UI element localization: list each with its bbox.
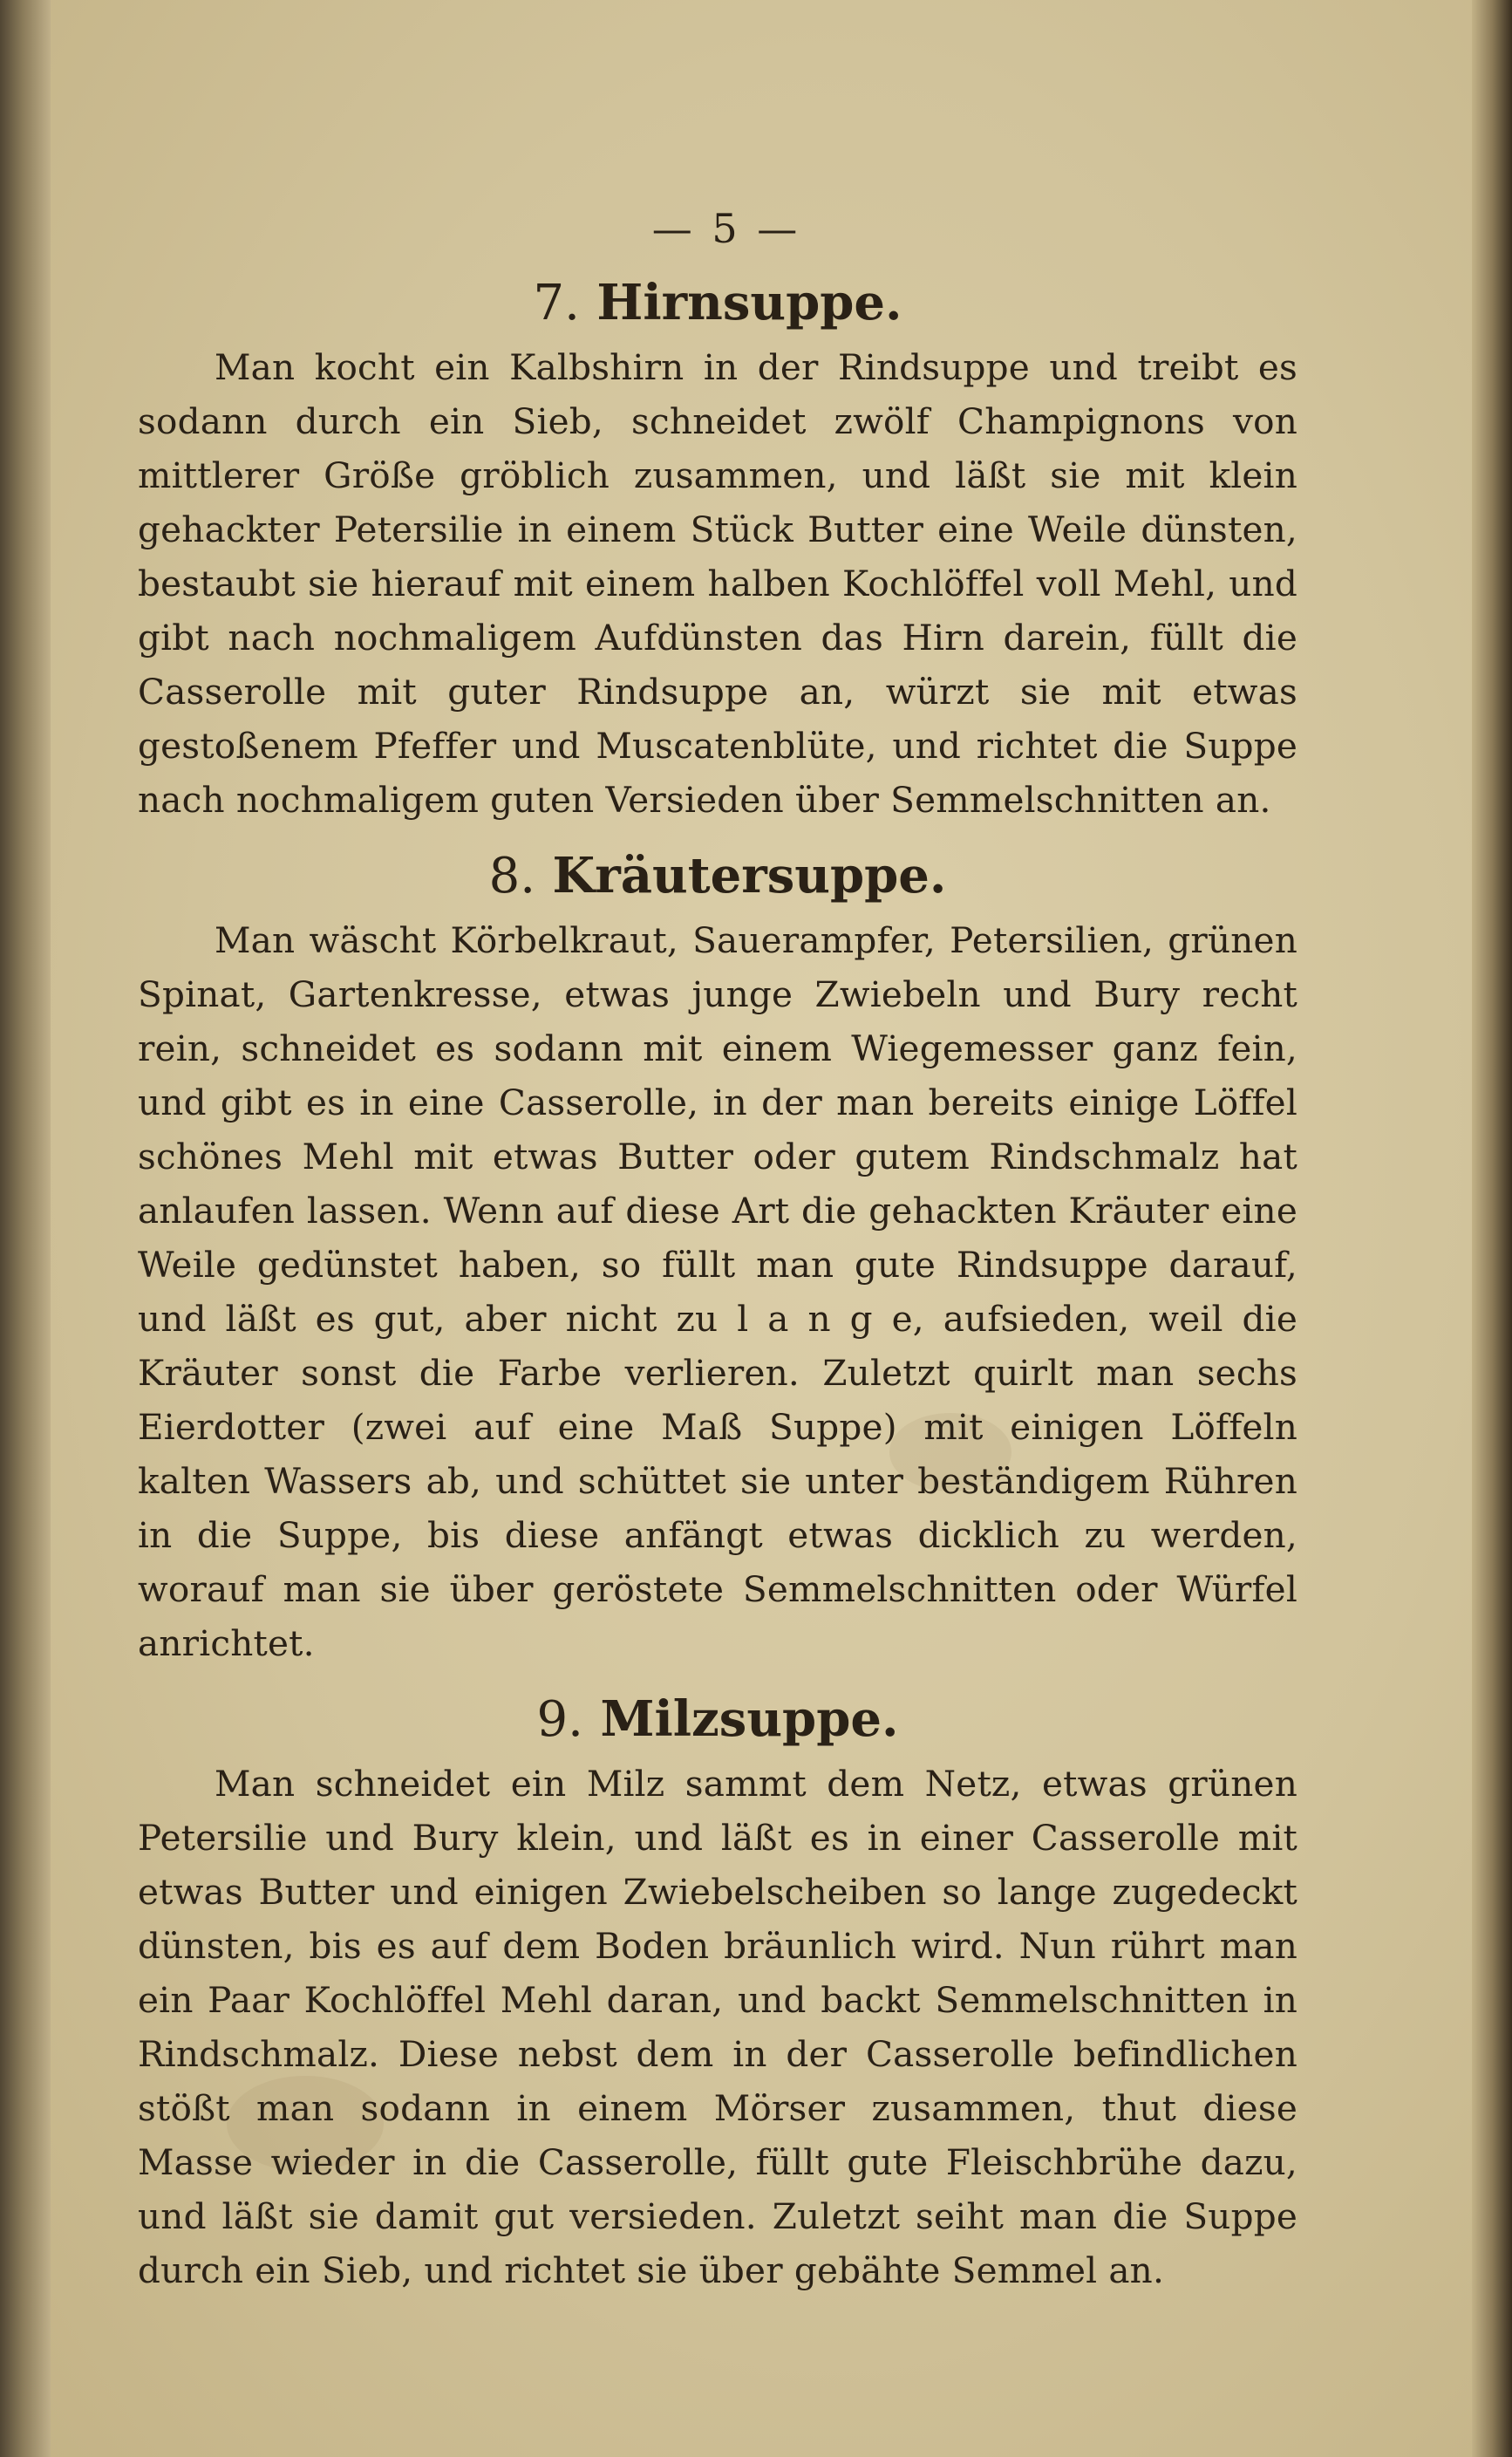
recipe-kraeutersuppe [138, 841, 1297, 1670]
recipe-name: Milzsuppe. [600, 1690, 899, 1748]
page-edge [1472, 0, 1512, 2457]
book-gutter [0, 0, 51, 2457]
recipe-title [138, 841, 1297, 911]
recipe-text: Man schneidet ein Milz sammt dem Netz, etwas grünen Petersilie und Bury klein, und läßt es in einer Casserolle mit etwas Butter und einigen Zwiebelscheiben so lange zugedeckt dünsten, bis es auf dem Boden bräunlich wird. Nun rührt man ein Paar Kochlöffel Mehl daran, und backt Semmelschnitten in Rindschmalz. Diese nebst dem in der Casserolle befindlichen stößt man sodann in einem Mörser zusammen, thut diese Masse wieder in die Casserolle, füllt gute Fleischbrühe dazu, und läßt sie damit gut versieden. Zuletzt seiht man die Suppe durch ein Sieb, und richtet sie über gebähte Semmel an. [138, 1763, 1297, 2291]
recipe-title [138, 1684, 1297, 1755]
recipe-name: Kräutersuppe. [552, 847, 947, 904]
recipe-number: 8. [488, 848, 536, 904]
recipe-text: Man kocht ein Kalbshirn in der Rindsuppe und treibt es sodann durch ein Sieb, schneidet zwölf Champignons von mittlerer Größe gröblich zusammen, und läßt sie mit klein gehackter Petersilie in einem Stück Butter eine Weile dünsten, bestaubt sie hierauf mit einem halben Kochlöffel voll Mehl, und gibt nach nochmaligem Aufdünsten das Hirn darein, füllt die Casserolle mit guter Rindsuppe an, würzt sie mit etwas gestoßenem Pfeffer und Muscatenblüte, und richtet die Suppe nach nochmaligem guten Versieden über Semmelschnitten an. [138, 346, 1297, 821]
recipe-text: Man wäscht Körbelkraut, Sauerampfer, Petersilien, grünen Spinat, Gartenkresse, etwas junge Zwiebeln und Bury recht rein, schneidet es sodann mit einem Wiegemesser ganz fein, und gibt es in eine Casserolle, in der man bereits einige Löffel schönes Mehl mit etwas Butter oder gutem Rindschmalz hat anlaufen lassen. Wenn auf diese Art die gehackten Kräuter eine Weile gedünstet haben, so füllt man gute Rindsuppe darauf, und läßt es gut, aber nicht zu l a n g e, aufsieden, weil die Kräuter sonst die Farbe verlieren. Zuletzt quirlt man sechs Eierdotter (zwei auf eine Maß Suppe) mit einigen Löffeln kalten Wassers ab, und schüttet sie unter beständigem Rühren in die Suppe, bis diese anfängt etwas dicklich zu werden, worauf man sie über geröstete Semmelschnitten oder Würfel anrichtet. [138, 919, 1297, 1664]
recipe-title [138, 268, 1297, 338]
recipe-milzsuppe [138, 1684, 1297, 2297]
recipe-hirnsuppe [138, 268, 1297, 827]
recipe-name: Hirnsuppe. [596, 274, 902, 331]
page-content [138, 205, 1297, 2311]
recipe-number: 7. [533, 275, 580, 331]
recipe-number: 9. [536, 1691, 583, 1748]
page-number: — 5 — [651, 205, 801, 252]
